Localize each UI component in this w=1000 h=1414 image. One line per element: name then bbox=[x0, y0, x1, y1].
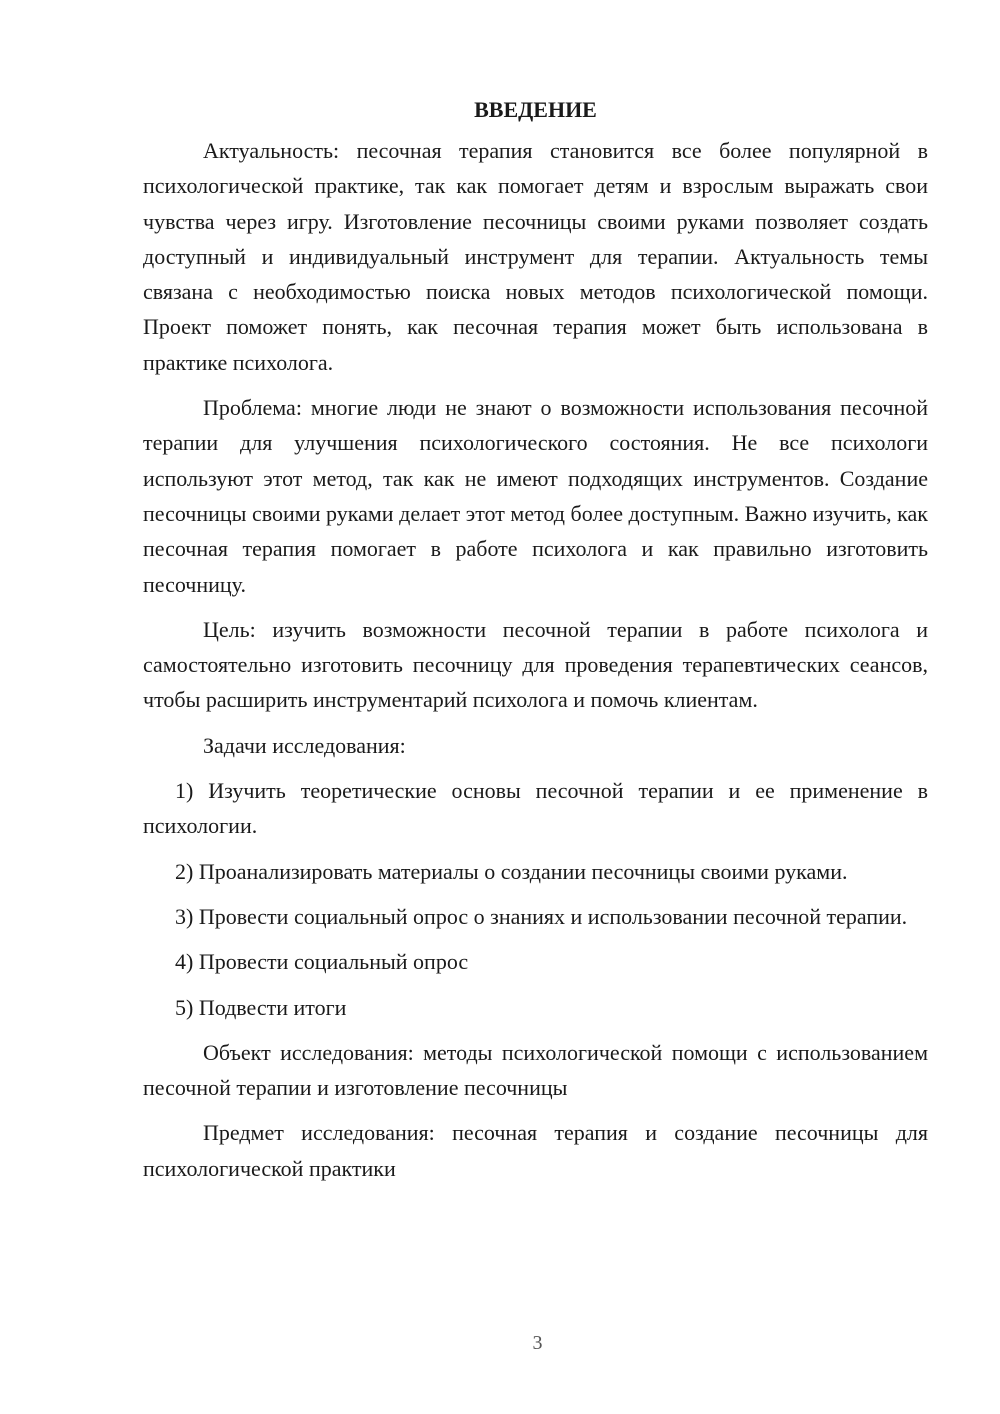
page-number: 3 bbox=[532, 1332, 543, 1354]
relevance-paragraph: Актуальность: песочная терапия становится все более популярной в психологической практике, так как помогает детям и взрослым выражать свои чувства через игру. Изготовление песочницы своими руками позволяет создать доступный и индивидуальный инструмент для терапии. Актуальность темы связана с необходимостью поиска новых методов психологической помощи. Проект поможет понять, как песочная терапия может быть использована в практике психолога. bbox=[143, 138, 928, 375]
task-item-4: 4) Провести социальный опрос bbox=[175, 949, 469, 975]
task-item-1: 1) Изучить теоретические основы песочной терапии и ее применение в психологии. bbox=[143, 778, 928, 839]
object-paragraph: Объект исследования: методы психологической помощи с использованием песочной терапии и изготовление песочницы bbox=[143, 1039, 928, 1101]
tasks-heading: Задачи исследования: bbox=[203, 732, 406, 758]
subject-paragraph: Предмет исследования: песочная терапия и создание песочницы для психологической практики bbox=[143, 1120, 928, 1181]
page-content bbox=[143, 95, 928, 1196]
goal-paragraph: Цель: изучить возможности песочной терапии в работе психолога и самостоятельно изготовить песочницу для проведения терапевтических сеансов, чтобы расширить инструментарий психолога и помочь клиентам. bbox=[143, 616, 928, 713]
problem-paragraph: Проблема: многие люди не знают о возможности использования песочной терапии для улучшения психологического состояния. Не все психологи используют этот метод, так как не имеют подходящих инструментов. Создание песочницы своими руками делает этот метод более доступным. Важно изучить, как песочная терапия помогает в работе психолога и как правильно изготовить песочницу. bbox=[143, 395, 928, 597]
task-item-2: 2) Проанализировать материалы о создании песочницы своими руками. bbox=[175, 858, 848, 884]
section-title: ВВЕДЕНИЕ bbox=[474, 97, 597, 122]
task-item-5: 5) Подвести итоги bbox=[175, 994, 347, 1020]
task-item-3: 3) Провести социальный опрос о знаниях и использовании песочной терапии. bbox=[175, 903, 908, 929]
